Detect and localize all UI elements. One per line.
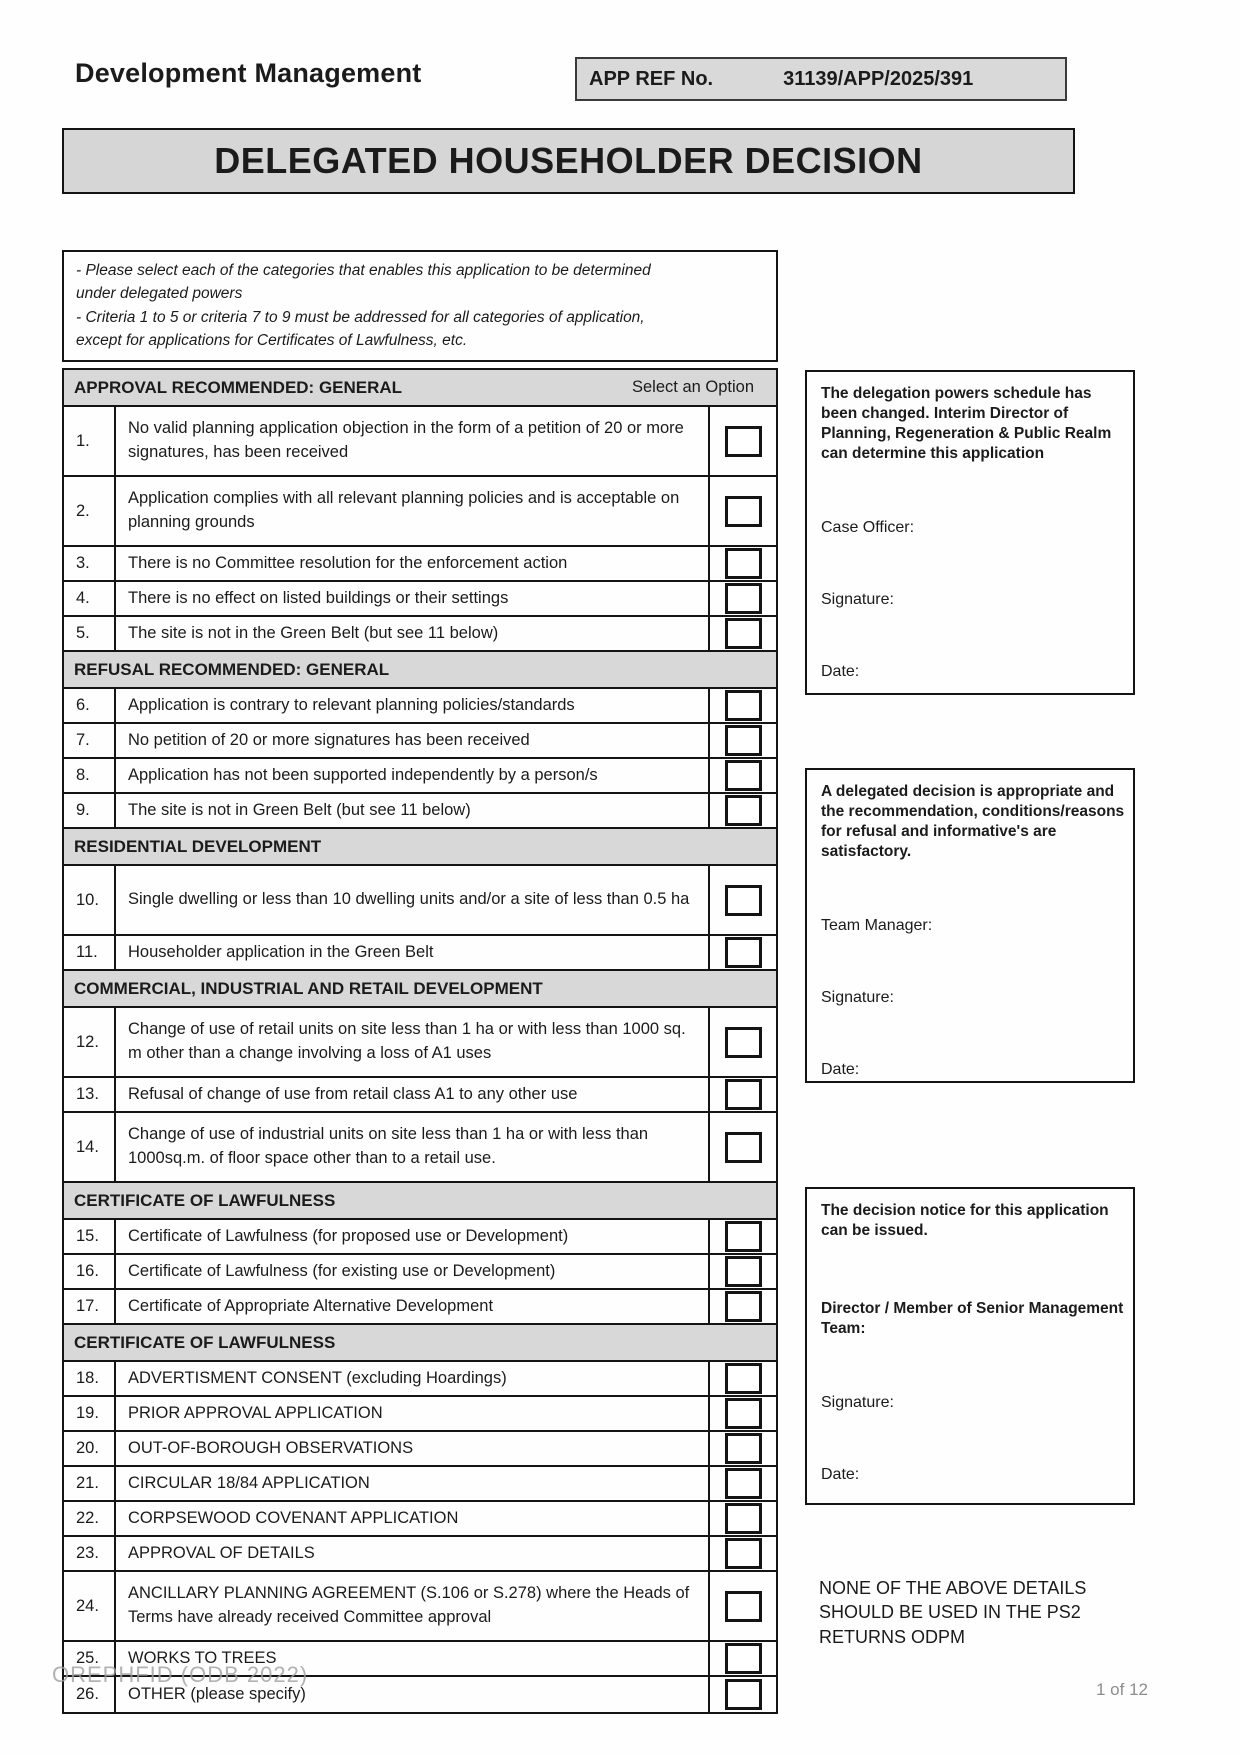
criterion-checkbox-cell <box>708 1113 776 1181</box>
criterion-number: 22. <box>64 1502 116 1535</box>
criterion-text: ANCILLARY PLANNING AGREEMENT (S.106 or S.278) where the Heads of Terms have already received Committee approval <box>128 1584 690 1626</box>
criterion-checkbox-cell <box>708 547 776 580</box>
criterion-number: 6. <box>64 689 116 722</box>
criterion-text: CORPSEWOOD COVENANT APPLICATION <box>128 1508 459 1527</box>
criterion-14-checkbox[interactable] <box>725 1132 762 1163</box>
criterion-4-checkbox[interactable] <box>725 583 762 614</box>
criterion-checkbox-cell <box>708 724 776 757</box>
app-ref-box <box>575 57 1067 101</box>
criterion-number: 12. <box>64 1008 116 1076</box>
criterion-checkbox-cell <box>708 1502 776 1535</box>
criterion-checkbox-cell <box>708 866 776 934</box>
criterion-7-checkbox[interactable] <box>725 725 762 756</box>
criterion-number: 2. <box>64 477 116 545</box>
criterion-checkbox-cell <box>708 1255 776 1288</box>
section-header-label: REFUSAL RECOMMENDED: GENERAL <box>74 659 390 679</box>
criterion-text: No petition of 20 or more signatures has been received <box>128 730 530 749</box>
criterion-text: The site is not in the Green Belt (but see 11 below) <box>128 623 499 642</box>
table-row <box>64 1467 776 1502</box>
delegation-powers-box <box>805 370 1135 695</box>
criterion-text: OUT-OF-BOROUGH OBSERVATIONS <box>128 1438 414 1457</box>
table-row <box>64 794 776 829</box>
criterion-10-checkbox[interactable] <box>725 885 762 916</box>
delegation-powers-box-statement: The delegation powers schedule has been changed. Interim Director of Planning, Regeneration & Public Realm can determine this application <box>821 385 1112 463</box>
criterion-number: 3. <box>64 547 116 580</box>
table-row <box>64 1397 776 1432</box>
criterion-checkbox-cell <box>708 477 776 545</box>
table-row <box>64 1537 776 1572</box>
criterion-checkbox-cell <box>708 1537 776 1570</box>
criterion-number: 26. <box>64 1677 116 1712</box>
table-row <box>64 407 776 477</box>
decision-notice-box <box>805 1187 1135 1505</box>
watermark-text: OREPHFID (ODB 2022) <box>52 1662 309 1687</box>
criterion-2-checkbox[interactable] <box>725 496 762 527</box>
table-row <box>64 1362 776 1397</box>
table-row <box>64 477 776 547</box>
criterion-text: Application has not been supported independently by a person/s <box>128 765 598 784</box>
select-an-option-label: Select an Option <box>632 378 754 396</box>
criterion-text: Certificate of Lawfulness (for existing use or Development) <box>128 1261 556 1280</box>
criterion-checkbox-cell <box>708 617 776 650</box>
table-row <box>64 1502 776 1537</box>
criterion-22-checkbox[interactable] <box>725 1503 762 1534</box>
table-row <box>64 724 776 759</box>
decision-notice-box-statement: The decision notice for this application can be issued. <box>821 1202 1109 1240</box>
criterion-number: 15. <box>64 1220 116 1253</box>
criterion-checkbox-cell <box>708 1642 776 1675</box>
table-row <box>64 689 776 724</box>
criterion-number: 9. <box>64 794 116 827</box>
criterion-checkbox-cell <box>708 582 776 615</box>
section-header-label: CERTIFICATE OF LAWFULNESS <box>74 1190 336 1210</box>
criterion-number: 23. <box>64 1537 116 1570</box>
table-row <box>64 1113 776 1183</box>
table-row <box>64 617 776 652</box>
app-ref-value: 31139/APP/2025/391 <box>783 67 974 90</box>
table-row <box>64 1078 776 1113</box>
table-row <box>64 547 776 582</box>
criterion-checkbox-cell <box>708 1467 776 1500</box>
delegation-criteria-table <box>62 368 778 1714</box>
criterion-checkbox-cell <box>708 1362 776 1395</box>
document-title: Development Management <box>75 58 422 88</box>
criterion-15-checkbox[interactable] <box>725 1221 762 1252</box>
criterion-text: Single dwelling or less than 10 dwelling units and/or a site of less than 0.5 ha <box>128 890 690 909</box>
table-row <box>64 936 776 971</box>
criterion-12-checkbox[interactable] <box>725 1027 762 1058</box>
criterion-9-checkbox[interactable] <box>725 795 762 826</box>
table-row <box>64 1220 776 1255</box>
criterion-13-checkbox[interactable] <box>725 1079 762 1110</box>
criterion-checkbox-cell <box>708 936 776 969</box>
criterion-checkbox-cell <box>708 794 776 827</box>
table-row <box>64 582 776 617</box>
section-header-row <box>64 652 776 689</box>
criterion-text: Householder application in the Green Belt <box>128 942 434 961</box>
criterion-number: 8. <box>64 759 116 792</box>
criterion-19-checkbox[interactable] <box>725 1398 762 1429</box>
delegated-decision-box-statement: A delegated decision is appropriate and the recommendation, conditions/reasons for refusal and informative's are satisfactory. <box>821 783 1125 861</box>
section-header-row <box>64 1183 776 1220</box>
criterion-number: 10. <box>64 866 116 934</box>
criterion-text: Change of use of industrial units on site less than 1 ha or with less than 1000sq.m. of floor space other than to a retail use. <box>128 1125 649 1167</box>
criterion-number: 17. <box>64 1290 116 1323</box>
field-label: Date: <box>821 662 860 680</box>
criterion-21-checkbox[interactable] <box>725 1468 762 1499</box>
criterion-checkbox-cell <box>708 1677 776 1712</box>
criterion-24-checkbox[interactable] <box>725 1591 762 1622</box>
criterion-checkbox-cell <box>708 1220 776 1253</box>
criterion-text: There is no effect on listed buildings or their settings <box>128 588 509 607</box>
field-label: Team Manager: <box>821 916 933 934</box>
criterion-26-checkbox[interactable] <box>725 1679 762 1710</box>
field-label: Director / Member of Senior Management Team: <box>821 1300 1124 1338</box>
criterion-number: 18. <box>64 1362 116 1395</box>
criterion-text: The site is not in Green Belt (but see 11 below) <box>128 800 471 819</box>
field-label: Signature: <box>821 988 894 1006</box>
criterion-number: 24. <box>64 1572 116 1640</box>
criterion-text: Change of use of retail units on site less than 1 ha or with less than 1000 sq. m other than a change involving a loss of A1 uses <box>128 1020 686 1062</box>
criterion-text: WORKS TO TREES <box>128 1648 277 1667</box>
table-row <box>64 1432 776 1467</box>
form-banner <box>62 128 1075 194</box>
delegated-decision-box <box>805 768 1135 1083</box>
intro-line: - Criteria 1 to 5 or criteria 7 to 9 must be addressed for all categories of application, except for applications for Certificates of Lawfulness, etc. <box>76 308 645 349</box>
criterion-text: Application is contrary to relevant planning policies/standards <box>128 695 575 714</box>
criterion-1-checkbox[interactable] <box>725 426 762 457</box>
form-banner-title: DELEGATED HOUSEHOLDER DECISION <box>214 140 923 181</box>
criterion-text: ADVERTISMENT CONSENT (excluding Hoardings) <box>128 1368 507 1387</box>
criterion-number: 21. <box>64 1467 116 1500</box>
section-header-label: APPROVAL RECOMMENDED: GENERAL <box>74 377 403 397</box>
field-label: Signature: <box>821 590 894 608</box>
criterion-17-checkbox[interactable] <box>725 1291 762 1322</box>
criterion-text: APPROVAL OF DETAILS <box>128 1543 315 1562</box>
ps2-returns-note: NONE OF THE ABOVE DETAILS SHOULD BE USED IN THE PS2 RETURNS ODPM <box>819 1578 1087 1647</box>
criterion-checkbox-cell <box>708 689 776 722</box>
section-header-label: COMMERCIAL, INDUSTRIAL AND RETAIL DEVELOPMENT <box>74 978 543 998</box>
section-header-row <box>64 370 776 407</box>
criterion-11-checkbox[interactable] <box>725 937 762 968</box>
criterion-checkbox-cell <box>708 1290 776 1323</box>
page-number: 1 of 12 <box>1096 1680 1148 1699</box>
table-row <box>64 1572 776 1642</box>
criterion-16-checkbox[interactable] <box>725 1256 762 1287</box>
criterion-text: There is no Committee resolution for the enforcement action <box>128 553 568 572</box>
criterion-number: 4. <box>64 582 116 615</box>
criterion-number: 7. <box>64 724 116 757</box>
section-header-row <box>64 829 776 866</box>
table-row <box>64 1008 776 1078</box>
field-label: Date: <box>821 1060 860 1078</box>
criterion-text: OTHER (please specify) <box>128 1684 306 1703</box>
table-row <box>64 759 776 794</box>
criterion-checkbox-cell <box>708 1078 776 1111</box>
criterion-20-checkbox[interactable] <box>725 1433 762 1464</box>
intro-line: - Please select each of the categories that enables this application to be determined under delegated powers <box>76 262 651 303</box>
criterion-text: PRIOR APPROVAL APPLICATION <box>128 1403 383 1422</box>
criterion-number: 13. <box>64 1078 116 1111</box>
criterion-text: Refusal of change of use from retail class A1 to any other use <box>128 1084 578 1103</box>
criterion-number: 5. <box>64 617 116 650</box>
field-label: Signature: <box>821 1393 894 1411</box>
section-header-label: CERTIFICATE OF LAWFULNESS <box>74 1332 336 1352</box>
criterion-number: 1. <box>64 407 116 475</box>
intro-instructions-box <box>62 250 778 362</box>
criterion-18-checkbox[interactable] <box>725 1363 762 1394</box>
criterion-number: 19. <box>64 1397 116 1430</box>
criterion-number: 25. <box>64 1642 116 1675</box>
criterion-8-checkbox[interactable] <box>725 760 762 791</box>
table-row <box>64 1290 776 1325</box>
criterion-text: CIRCULAR 18/84 APPLICATION <box>128 1473 370 1492</box>
criterion-5-checkbox[interactable] <box>725 618 762 649</box>
criterion-checkbox-cell <box>708 1572 776 1640</box>
field-label: Case Officer: <box>821 518 915 536</box>
criterion-text: No valid planning application objection in the form of a petition of 20 or more signatures, has been received <box>128 419 684 461</box>
field-label: Date: <box>821 1465 860 1483</box>
criterion-text: Certificate of Appropriate Alternative Development <box>128 1296 494 1315</box>
criterion-number: 16. <box>64 1255 116 1288</box>
section-header-label: RESIDENTIAL DEVELOPMENT <box>74 836 322 856</box>
criterion-number: 20. <box>64 1432 116 1465</box>
criterion-number: 11. <box>64 936 116 969</box>
criterion-checkbox-cell <box>708 1008 776 1076</box>
criterion-text: Application complies with all relevant planning policies and is acceptable on planning grounds <box>128 489 680 531</box>
criterion-3-checkbox[interactable] <box>725 548 762 579</box>
criterion-checkbox-cell <box>708 1397 776 1430</box>
app-ref-label: APP REF No. <box>589 67 714 90</box>
section-header-row <box>64 971 776 1008</box>
criterion-6-checkbox[interactable] <box>725 690 762 721</box>
criterion-25-checkbox[interactable] <box>725 1643 762 1674</box>
criterion-checkbox-cell <box>708 759 776 792</box>
criterion-text: Certificate of Lawfulness (for proposed use or Development) <box>128 1226 569 1245</box>
criterion-23-checkbox[interactable] <box>725 1538 762 1569</box>
criterion-checkbox-cell <box>708 407 776 475</box>
table-row <box>64 1255 776 1290</box>
table-row <box>64 866 776 936</box>
criterion-number: 14. <box>64 1113 116 1181</box>
criterion-checkbox-cell <box>708 1432 776 1465</box>
section-header-row <box>64 1325 776 1362</box>
